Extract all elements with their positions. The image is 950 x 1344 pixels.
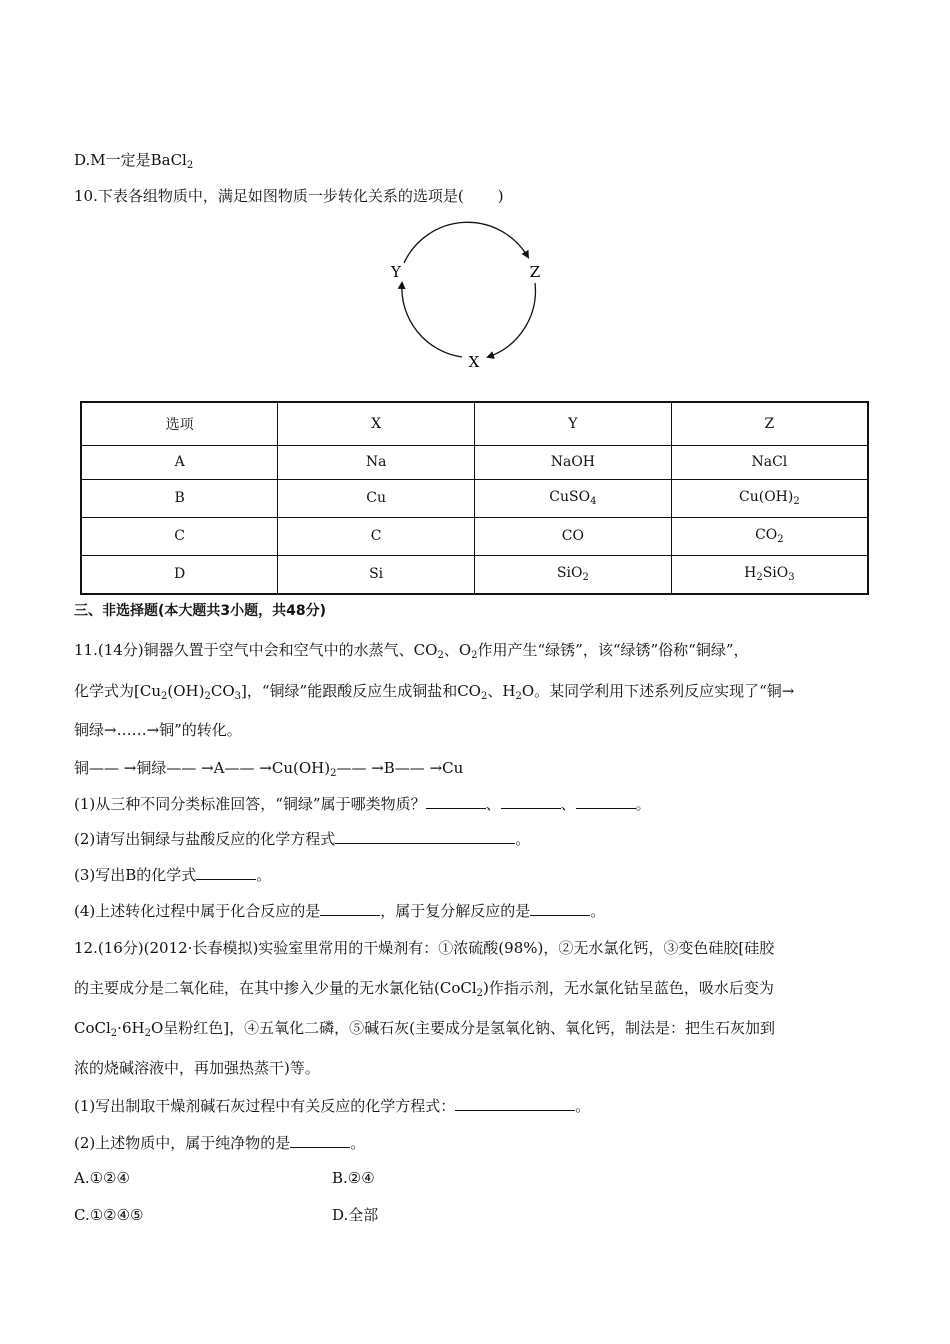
header-x: X <box>278 402 475 445</box>
option-d[interactable]: D.全部 <box>332 1206 379 1224</box>
answer-blank[interactable] <box>335 829 515 844</box>
q12-options-row1 <box>74 1168 375 1188</box>
q11-sub2: (2)请写出铜绿与盐酸反应的化学方程式 。 <box>74 830 531 848</box>
q11-stem-line2: 化学式为$[Cu_2(OH)_2CO_3]$，“铜绿”能跟酸反应生成铜盐和$CO_2$、$H_2O$。某同学利用下述系列反应实现了“铜→ <box>74 682 795 702</box>
q12-sub1: (1)写出制取干燥剂碱石灰过程中有关反应的化学方程式： 。 <box>74 1097 591 1115</box>
q9-option-d: D.M一定是BaCl$_2$ <box>74 151 194 171</box>
answer-blank[interactable] <box>530 901 590 916</box>
q11-sub3: (3)写出B的化学式 。 <box>74 866 272 884</box>
q12-options-row2 <box>74 1205 379 1225</box>
answer-blank[interactable] <box>196 865 256 880</box>
table-header-row <box>81 402 868 445</box>
table-row: C C CO $CO_2$ <box>81 517 868 555</box>
q11-sub4: (4)上述转化过程中属于化合反应的是 ，属于复分解反应的是 。 <box>74 902 606 920</box>
conversion-cycle-diagram <box>380 215 560 375</box>
answer-blank[interactable] <box>576 794 636 809</box>
answer-blank[interactable] <box>455 1096 575 1111</box>
table-row: B Cu CuSO$_4$ $Cu(OH)_2$ <box>81 479 868 517</box>
option-c[interactable]: C.①②④⑤ <box>74 1206 144 1224</box>
q11-stem-line3: 铜绿→……→铜”的转化。 <box>74 721 242 739</box>
node-x: X <box>468 353 480 371</box>
options-table <box>80 401 869 595</box>
option-b[interactable]: B.②④ <box>332 1169 375 1187</box>
q12-stem-line3: $CoCl_2\cdot 6H_2O$呈粉红色]，④五氧化二磷，⑤碱石灰(主要成分是氢氧化钠、氧化钙，制法是：把生石灰加到 <box>74 1019 775 1039</box>
arrow-y-to-z <box>404 222 528 263</box>
q11-reaction-chain: 铜—— →铜绿—— →A—— $\to Cu(OH)_2——$ →B—— →Cu <box>74 759 464 779</box>
header-option: 选项 <box>81 402 278 445</box>
option-a[interactable]: A.①②④ <box>74 1169 130 1187</box>
section-3-heading: 三、非选择题(本大题共3小题，共48分) <box>74 603 327 619</box>
q12-stem-line2: 的主要成分是二氧化硅，在其中掺入少量的无水氯化钴(CoCl$_2$)作指示剂，无水氯化钴呈蓝色，吸水后变为 <box>74 979 774 999</box>
q11-sub1: (1)从三种不同分类标准回答，“铜绿”属于哪类物质？ 、 、 。 <box>74 795 651 813</box>
q11-stem-line1: 11.(14分)铜器久置于空气中会和空气中的水蒸气、$CO_2$、$O_2$作用产生“绿锈”，该“绿锈”俗称“铜绿”， <box>74 641 749 661</box>
q12-sub2: (2)上述物质中，属于纯净物的是 。 <box>74 1134 366 1152</box>
table-row: A Na NaOH NaCl <box>81 445 868 479</box>
node-y: Y <box>391 263 401 281</box>
header-z: Z <box>671 402 868 445</box>
header-y: Y <box>475 402 672 445</box>
q10-stem: 10.下表各组物质中，满足如图物质一步转化关系的选项是( ) <box>74 187 504 205</box>
answer-blank[interactable] <box>320 901 380 916</box>
q12-stem-line1: 12.(16分)(2012·长春模拟)实验室里常用的干燥剂有：①浓硫酸(98%)，②无水氯化钙，③变色硅胶[硅胶 <box>74 939 775 957</box>
node-z: Z <box>529 263 541 281</box>
answer-blank[interactable] <box>501 794 561 809</box>
arrow-x-to-y <box>402 283 462 357</box>
q12-stem-line4: 浓的烧碱溶液中，再加强热蒸干)等。 <box>74 1059 320 1077</box>
answer-blank[interactable] <box>290 1133 350 1148</box>
table-row: D Si SiO$_2$ $H_2SiO_3$ <box>81 555 868 594</box>
answer-blank[interactable] <box>426 794 486 809</box>
arrow-z-to-x <box>488 283 535 357</box>
